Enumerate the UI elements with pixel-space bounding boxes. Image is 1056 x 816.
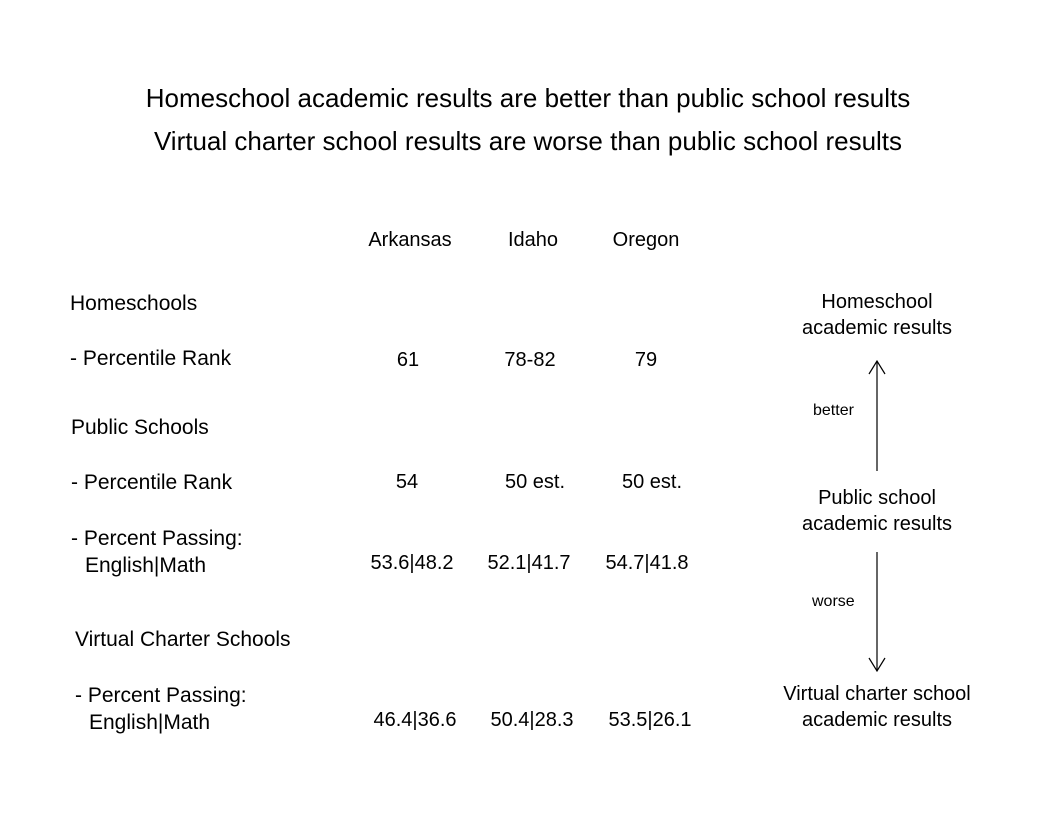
public-percentile-label: - Percentile Rank [71,471,233,494]
scale-worse-label: worse [812,593,855,610]
public-passing-idaho: 52.1|41.7 [487,552,571,574]
scale-top-label-line1: Homeschool [821,291,933,313]
homeschools-percentile-label: - Percentile Rank [70,347,232,370]
public-passing-sublabel: English|Math [85,554,207,577]
scale-bottom-label-line2: academic results [801,709,953,731]
virtual-passing-arkansas: 46.4|36.6 [373,709,457,731]
public-passing-arkansas: 53.6|48.2 [370,552,454,574]
homeschools-heading: Homeschools [70,292,198,315]
scale-top-label-line2: academic results [801,317,953,339]
up-arrow-icon [869,361,885,471]
virtual-passing-sublabel: English|Math [89,711,211,734]
public-percentile-oregon: 50 est. [621,471,683,493]
homeschools-percentile-oregon: 79 [634,349,658,371]
title-line-1: Homeschool academic results are better than public school results [145,83,911,113]
down-arrow-icon [869,552,885,671]
column-header-idaho: Idaho [507,229,559,251]
public-schools-heading: Public Schools [71,416,209,439]
public-percentile-arkansas: 54 [395,471,419,493]
scale-bottom-label-line1: Virtual charter school [783,683,971,705]
public-passing-label: - Percent Passing: [71,527,243,550]
public-passing-oregon: 54.7|41.8 [605,552,689,574]
homeschools-percentile-arkansas: 61 [396,349,420,371]
virtual-passing-oregon: 53.5|26.1 [608,709,692,731]
title-line-2: Virtual charter school results are worse than public school results [153,126,903,156]
virtual-passing-idaho: 50.4|28.3 [490,709,574,731]
scale-middle-label-line2: academic results [801,513,953,535]
scale-middle-label-line1: Public school [818,487,936,509]
column-header-arkansas: Arkansas [368,229,452,251]
scale-better-label: better [813,402,854,419]
public-percentile-idaho: 50 est. [504,471,566,493]
column-header-oregon: Oregon [612,229,680,251]
virtual-charter-heading: Virtual Charter Schools [75,628,291,651]
homeschools-percentile-idaho: 78-82 [504,349,556,371]
virtual-passing-label: - Percent Passing: [75,684,247,707]
